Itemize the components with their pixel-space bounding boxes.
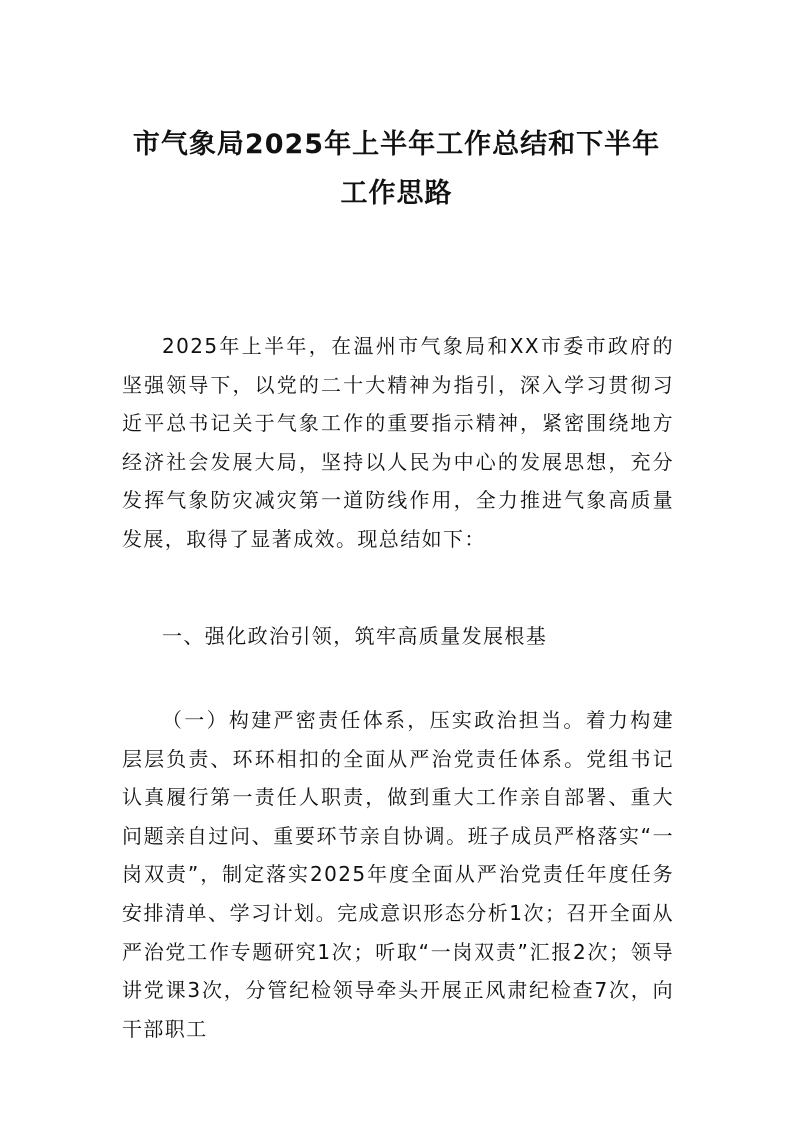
document-title-line-1: 市气象局2025年上半年工作总结和下半年 xyxy=(132,129,661,160)
section-paragraph: （一）构建严密责任体系，压实政治担当。着力构建层层负责、环环相扣的全面从严治党责任体系。党组书记认真履行第一责任人职责，做到重大工作亲自部署、重大问题亲自过问、重要环节亲自协调。班子成员严格落实“一岗双责”，制定落实2025年度全面从严治党责任年度任务安排清单、学习计划。完成意识形态分析1次；召开全面从严治党工作专题研究1次；听取“一岗双责”汇报2次；领导讲党课3次，分管纪检领导牵头开展正风肃纪检查7次，向干部职工 xyxy=(122,708,674,1041)
document-title-line-2: 工作思路 xyxy=(340,178,453,209)
section-heading: 一、强化政治引领，筑牢高质量发展根基 xyxy=(162,624,548,648)
intro-paragraph: 2025年上半年，在温州市气象局和XX市委市政府的坚强领导下，以党的二十大精神为指引，深入学习贯彻习近平总书记关于气象工作的重要指示精神，紧密围绕地方经济社会发展大局，坚持以人民为中心的发展思想，充分发挥气象防灾减灾第一道防线作用，全力推进气象高质量发展，取得了显著成效。现总结如下： xyxy=(122,334,674,551)
